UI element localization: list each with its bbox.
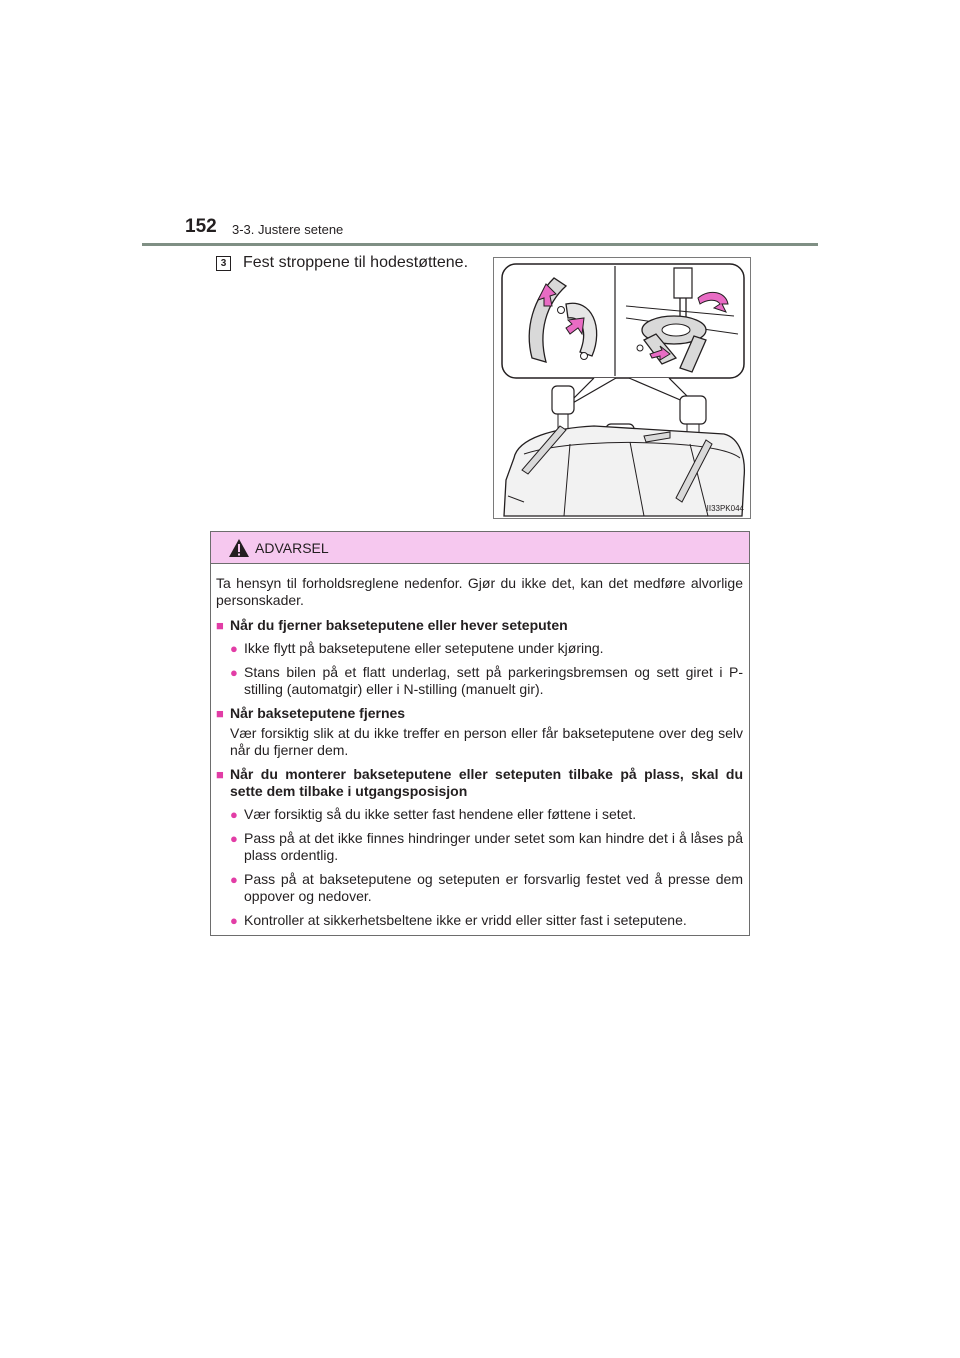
section-heading: ■ Når bakseteputene fjernes (216, 705, 406, 721)
warning-body (211, 564, 749, 929)
seat-strap-illustration (493, 257, 751, 519)
circle-bullet-icon: ● (230, 831, 238, 846)
warning-title: ADVARSEL (255, 540, 329, 556)
list-item: ● Pass på at bakseteputene og seteputen er forsvarlig festet ved å presse dem oppover og nedover. (230, 871, 743, 904)
list-item: ● Kontroller at sikkerhetsbeltene ikke er vridd eller sitter fast i seteputene. (230, 912, 687, 928)
list-item: ● Pass på at det ikke finnes hindringer under setet som kan hindre det i å låses på plass ordentlig. (230, 830, 743, 863)
warning-header (211, 532, 749, 564)
circle-bullet-icon: ● (230, 872, 238, 887)
figure-code: II33PK044 (706, 504, 744, 513)
step-instruction: Fest stroppene til hodestøttene. (243, 254, 469, 271)
section-title: 3-3. Justere setene (232, 222, 344, 237)
square-bullet-icon: ■ (216, 618, 224, 633)
page-number: 152 (185, 216, 217, 237)
step-number-badge: 3 (216, 256, 231, 271)
section-heading: ■ Når du monterer bakseteputene eller seteputen tilbake på plass, skal du sette dem tilbake i utgangsposisjon (216, 766, 743, 799)
circle-bullet-icon: ● (230, 641, 238, 656)
circle-bullet-icon: ● (230, 807, 238, 822)
header-rule (142, 243, 818, 246)
list-item: ● Stans bilen på et flatt underlag, sett på parkeringsbremsen og sett giret i P-stilling (automatgir) eller i N-stilling (manuelt gir). (230, 664, 743, 697)
square-bullet-icon: ■ (216, 767, 224, 782)
seat-strap-drawing (494, 258, 751, 519)
warning-triangle-icon (228, 538, 250, 558)
square-bullet-icon: ■ (216, 706, 224, 721)
circle-bullet-icon: ● (230, 665, 238, 680)
section-heading: ■ Når du fjerner bakseteputene eller hever seteputen (216, 617, 568, 633)
warning-box (210, 531, 750, 936)
warning-intro: Ta hensyn til forholdsreglene nedenfor. Gjør du ikke det, kan det medføre alvorlige personskader. (216, 575, 743, 608)
circle-bullet-icon: ● (230, 913, 238, 928)
list-item: ● Ikke flytt på bakseteputene eller seteputene under kjøring. (230, 640, 604, 656)
list-item: ● Vær forsiktig så du ikke setter fast hendene eller føttene i setet. (230, 806, 637, 822)
section-text: Vær forsiktig slik at du ikke treffer en person eller får bakseteputene over deg selv når du fjerner dem. (230, 725, 743, 758)
